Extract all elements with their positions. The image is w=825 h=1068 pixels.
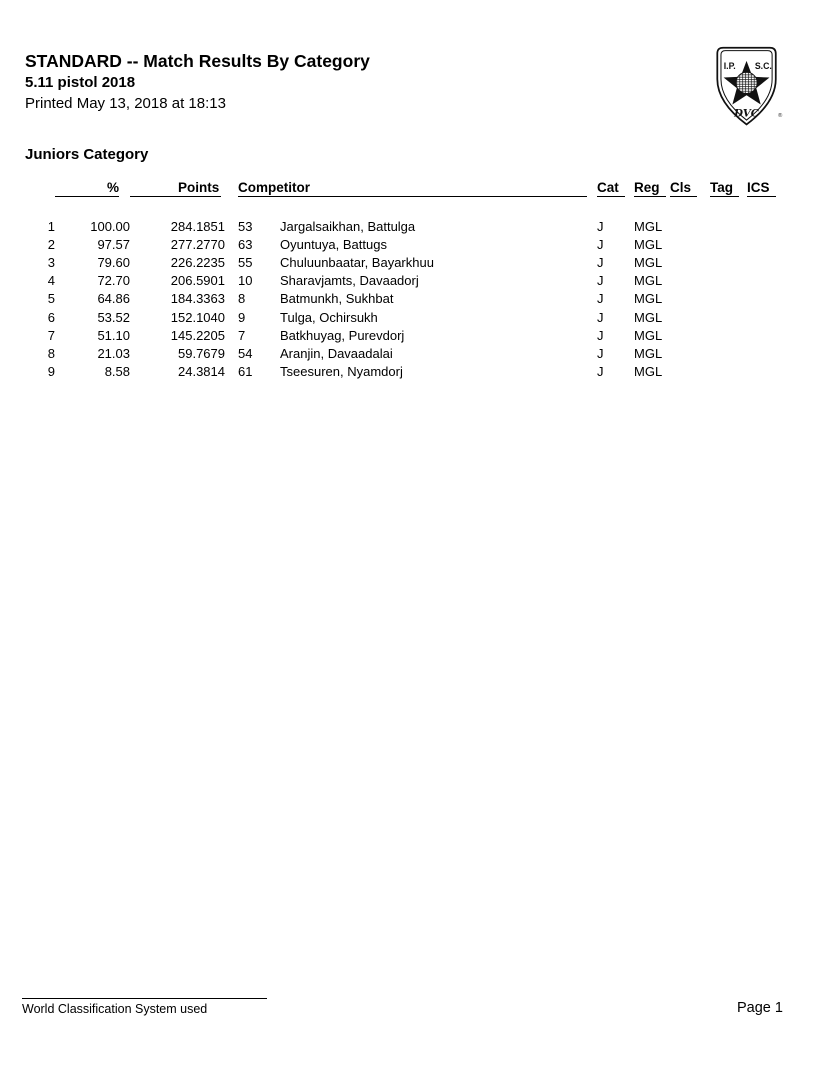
table-header-row <box>22 180 782 197</box>
ics-cell <box>745 308 782 326</box>
points-cell: 284.1851 <box>170 218 225 234</box>
competitor-number-cell: 9 <box>238 309 246 325</box>
percent-cell: 100.00 <box>90 218 130 234</box>
ipsc-logo <box>710 44 786 126</box>
competitor-number-cell: 54 <box>238 345 253 361</box>
footer-note: World Classification System used <box>22 1002 208 1016</box>
match-name: 5.11 pistol 2018 <box>25 74 136 91</box>
cls-cell <box>668 344 708 362</box>
competitor-number-cell: 53 <box>238 218 253 234</box>
competitor-number-cell: 7 <box>238 327 246 343</box>
ipsc-shield-icon <box>710 44 786 126</box>
cat-cell: J <box>597 309 604 325</box>
ics-cell <box>745 217 782 235</box>
points-cell: 59.7679 <box>178 345 225 361</box>
table-row <box>22 363 782 381</box>
competitor-number-cell: 63 <box>238 236 253 252</box>
points-cell: 152.1040 <box>170 309 225 325</box>
points-cell: 226.2235 <box>170 254 225 270</box>
reg-cell: MGL <box>634 273 663 289</box>
cat-cell: J <box>597 364 604 380</box>
tag-cell <box>708 308 745 326</box>
header-tag: Tag <box>708 180 745 197</box>
logo-text-sc: S.C. <box>754 60 772 71</box>
cls-cell <box>668 235 708 253</box>
reg-cell: MGL <box>634 364 663 380</box>
category-heading: Juniors Category <box>25 146 149 163</box>
header-spacer <box>22 197 782 217</box>
header-reg: Reg <box>632 180 668 197</box>
reg-cell: MGL <box>634 218 663 234</box>
reg-cell: MGL <box>634 309 663 325</box>
rank-cell: 8 <box>47 345 55 361</box>
cat-cell: J <box>597 254 604 270</box>
percent-cell: 8.58 <box>104 364 130 380</box>
ics-cell <box>745 344 782 362</box>
competitor-name-cell: Jargalsaikhan, Battulga <box>280 218 416 234</box>
ics-cell <box>745 253 782 271</box>
points-cell: 184.3363 <box>170 291 225 307</box>
competitor-number-cell: 10 <box>238 273 253 289</box>
cat-cell: J <box>597 345 604 361</box>
points-cell: 206.5901 <box>170 273 225 289</box>
table-row <box>22 253 782 271</box>
footer-divider <box>22 998 267 999</box>
header-rank <box>22 180 55 197</box>
rank-cell: 5 <box>47 291 55 307</box>
cls-cell <box>668 326 708 344</box>
rank-cell: 7 <box>47 327 55 343</box>
percent-cell: 64.86 <box>97 291 130 307</box>
header-points: Points <box>130 180 225 197</box>
cls-cell <box>668 253 708 271</box>
percent-cell: 53.52 <box>97 309 130 325</box>
table-row <box>22 217 782 235</box>
logo-motto-dvc: DVC <box>734 107 759 120</box>
percent-cell: 72.70 <box>97 273 130 289</box>
reg-cell: MGL <box>634 327 663 343</box>
page-title: STANDARD -- Match Results By Category <box>25 51 370 71</box>
cls-cell <box>668 217 708 235</box>
rank-cell: 9 <box>47 364 55 380</box>
percent-cell: 79.60 <box>97 254 130 270</box>
rank-cell: 6 <box>47 309 55 325</box>
competitor-name-cell: Tulga, Ochirsukh <box>280 309 378 325</box>
results-table <box>22 180 782 381</box>
ics-cell <box>745 326 782 344</box>
reg-cell: MGL <box>634 345 663 361</box>
table-row <box>22 344 782 362</box>
percent-cell: 21.03 <box>97 345 130 361</box>
rank-cell: 2 <box>47 236 55 252</box>
table-row <box>22 290 782 308</box>
tag-cell <box>708 253 745 271</box>
cat-cell: J <box>597 218 604 234</box>
tag-cell <box>708 326 745 344</box>
competitor-name-cell: Sharavjamts, Davaadorj <box>280 273 419 289</box>
cat-cell: J <box>597 236 604 252</box>
competitor-number-cell: 55 <box>238 254 253 270</box>
cls-cell <box>668 363 708 381</box>
competitor-number-cell: 61 <box>238 364 253 380</box>
tag-cell <box>708 363 745 381</box>
tag-cell <box>708 272 745 290</box>
header-cat: Cat <box>595 180 632 197</box>
header-competitor: Competitor <box>225 180 595 197</box>
competitor-name-cell: Tseesuren, Nyamdorj <box>280 364 403 380</box>
ics-cell <box>745 235 782 253</box>
rank-cell: 4 <box>47 273 55 289</box>
reg-cell: MGL <box>634 291 663 307</box>
logo-text-ip: I.P. <box>723 60 736 71</box>
document-header <box>25 50 370 114</box>
cat-cell: J <box>597 327 604 343</box>
competitor-name-cell: Aranjin, Davaadalai <box>280 345 393 361</box>
points-cell: 277.2770 <box>170 236 225 252</box>
tag-cell <box>708 290 745 308</box>
ics-cell <box>745 363 782 381</box>
competitor-name-cell: Batmunkh, Sukhbat <box>280 291 394 307</box>
header-ics: ICS <box>745 180 782 197</box>
reg-cell: MGL <box>634 254 663 270</box>
page-number: Page 1 <box>737 1000 783 1016</box>
rank-cell: 3 <box>47 254 55 270</box>
percent-cell: 51.10 <box>97 327 130 343</box>
points-cell: 145.2205 <box>170 327 225 343</box>
reg-cell: MGL <box>634 236 663 252</box>
table-row <box>22 235 782 253</box>
cls-cell <box>668 290 708 308</box>
cat-cell: J <box>597 291 604 307</box>
percent-cell: 97.57 <box>97 236 130 252</box>
tag-cell <box>708 235 745 253</box>
competitor-name-cell: Chuluunbaatar, Bayarkhuu <box>280 254 434 270</box>
rank-cell: 1 <box>47 218 55 234</box>
cat-cell: J <box>597 273 604 289</box>
cls-cell <box>668 308 708 326</box>
header-percent: % <box>55 180 130 197</box>
ics-cell <box>745 290 782 308</box>
cls-cell <box>668 272 708 290</box>
header-cls: Cls <box>668 180 708 197</box>
table-row <box>22 308 782 326</box>
ics-cell <box>745 272 782 290</box>
table-row <box>22 326 782 344</box>
tag-cell <box>708 217 745 235</box>
printed-timestamp: Printed May 13, 2018 at 18:13 <box>25 95 226 112</box>
table-row <box>22 272 782 290</box>
competitor-name-cell: Batkhuyag, Purevdorj <box>280 327 405 343</box>
points-cell: 24.3814 <box>178 364 225 380</box>
registered-mark-icon: ® <box>778 113 783 120</box>
competitor-number-cell: 8 <box>238 291 246 307</box>
competitor-name-cell: Oyuntuya, Battugs <box>280 236 387 252</box>
tag-cell <box>708 344 745 362</box>
